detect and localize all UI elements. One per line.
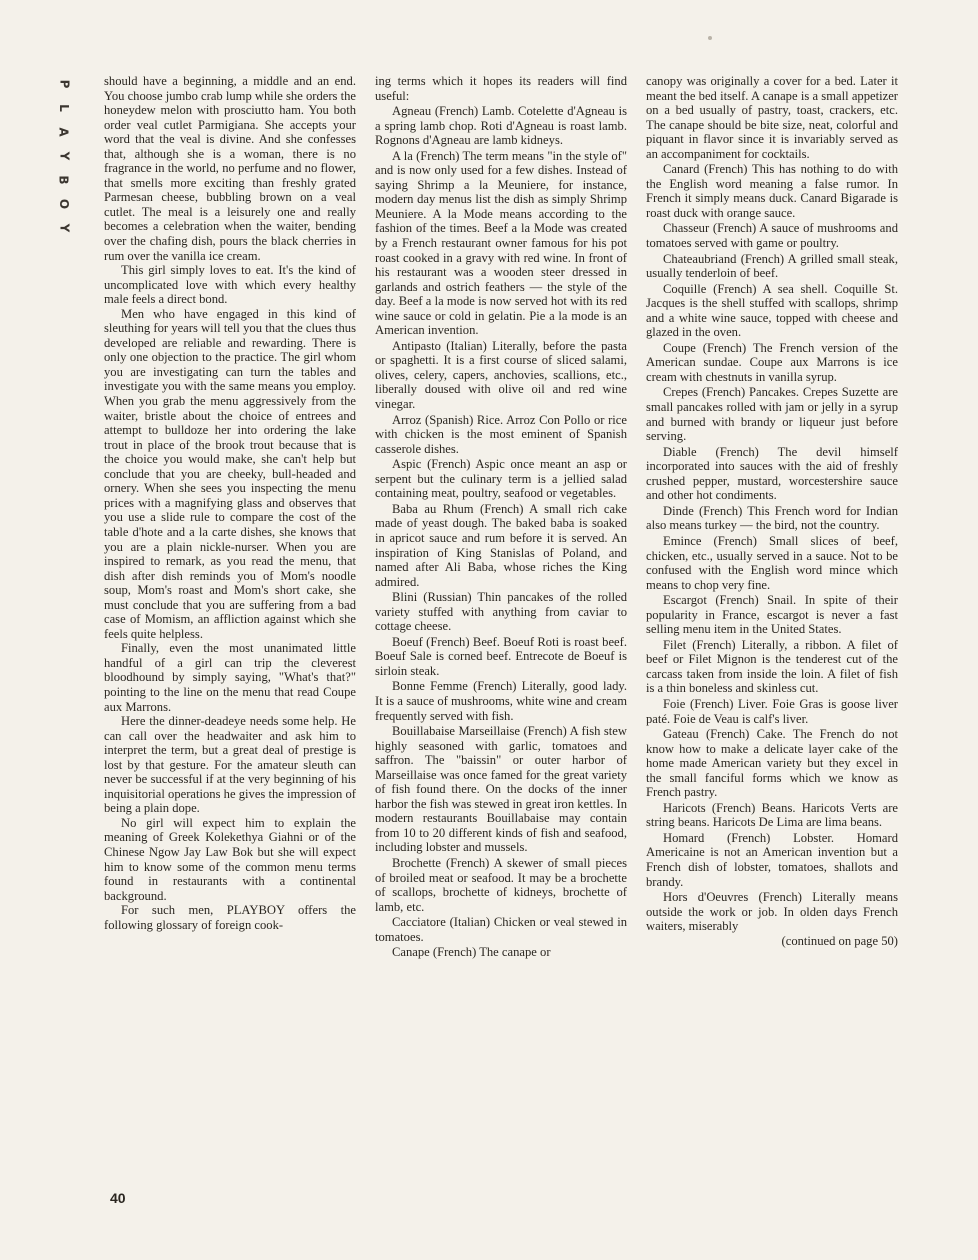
masthead-letter: L xyxy=(57,104,71,112)
glossary-entry: Dinde (French) This French word for Indian also means turkey — the bird, not the country. xyxy=(646,503,898,533)
print-dot xyxy=(708,36,712,40)
glossary-entry: Homard (French) Lobster. Homard Americaine is not an American invention but a French dish of lobster, tomatoes, shallots and brandy. xyxy=(646,830,898,889)
glossary-entry: Emince (French) Small slices of beef, chicken, etc., usually served in a sauce. Not to be confused with the English word mince which means to chop very fine. xyxy=(646,533,898,592)
glossary-entry: Bonne Femme (French) Literally, good lady. It is a sauce of mushrooms, white wine and cream frequently served with fish. xyxy=(375,679,627,723)
paragraph: canopy was originally a cover for a bed. Later it meant the bed itself. A canape is a small appetizer on a bed usually of pastry, toast, crackers, etc. The canape should be bite size, neat, colorful and piquant in flavor since it is invariably served as an accompaniment for cocktails. xyxy=(646,74,898,161)
glossary-entry: A la (French) The term means "in the style of" and is now only used for a few dishes. Instead of saying Shrimp a la Meuniere, for instance, modern day menus list the dish as simply Shrimp Meuniere. A la Mode means according to the fashion of the times. Beef a la Mode was created by a French restaurant owner famous for his pot roast cooked in a gravy with red wine. In front of his restaurant was a wooden steer dressed in garlands and ostrich feathers — the style of the day. Beef a la mode is now served hot with its red wine sauce or cold in gelatin. Pie a la mode is an American invention. xyxy=(375,148,627,338)
page-number: 40 xyxy=(110,1190,126,1206)
column-1 xyxy=(104,74,356,960)
masthead-letter: B xyxy=(57,175,71,185)
glossary-entry: Chateaubriand (French) A grilled small steak, usually tenderloin of beef. xyxy=(646,251,898,281)
glossary-entry: Coupe (French) The French version of the American sundae. Coupe aux Marrons is ice cream with chestnuts in vanilla syrup. xyxy=(646,340,898,384)
masthead-letter: P xyxy=(56,79,71,89)
glossary-entry: Canard (French) This has nothing to do with the English word meaning a false rumor. In French it simply means duck. Canard Bigarade is roast duck with orange sauce. xyxy=(646,162,898,220)
glossary-entry: Boeuf (French) Beef. Boeuf Roti is roast beef. Boeuf Sale is corned beef. Entrecote de Boeuf is sirloin steak. xyxy=(375,634,627,678)
glossary-entry: Baba au Rhum (French) A small rich cake made of yeast dough. The baked baba is soaked in apricot sauce and rum before it is served. An inspiration of King Stanislas of Poland, and named after Ali Baba, whose riches the King admired. xyxy=(375,501,627,589)
glossary-entry: Brochette (French) A skewer of small pieces of broiled meat or seafood. It may be a brochette of scallops, brochette of kidneys, brochette of lamb, etc. xyxy=(375,855,627,914)
paragraph: No girl will expect him to explain the meaning of Greek Kolekethya Giahni or of the Chinese Ngow Jay Law Bok but she will expect him to know some of the common menu terms found in restaurants with a continental background. xyxy=(104,815,356,903)
glossary-entry: Bouillabaise Marseillaise (French) A fish stew highly seasoned with garlic, tomatoes and saffron. The "baissin" or outer harbor of Marseillaise was once famed for the great variety of fish found there. On the docks of the inner harbor the fish was stewed in great iron kettles. In modern restaurants Bouillabaise may contain from 10 to 20 different kinds of fish and seafood, including lobster and mussels. xyxy=(375,724,627,855)
glossary-entry: Canape (French) The canape or xyxy=(392,945,551,960)
masthead-letter: O xyxy=(56,198,71,210)
paragraph: This girl simply loves to eat. It's the kind of uncomplicated love with which every healthy male feels a direct bond. xyxy=(104,263,356,307)
glossary-entry: Haricots (French) Beans. Haricots Verts are string beans. Haricots De Lima are lima beans. xyxy=(646,800,898,830)
column-2 xyxy=(375,74,627,960)
column-3 xyxy=(646,74,898,960)
glossary-entry: Cacciatore (Italian) Chicken or veal stewed in tomatoes. xyxy=(375,915,627,944)
glossary-entry: Diable (French) The devil himself incorporated into sauces with the aid of freshly crushed pepper, mustard, worcestershire sauce and other hot condiments. xyxy=(646,444,898,503)
glossary-entry: Foie (French) Liver. Foie Gras is goose liver paté. Foie de Veau is calf's liver. xyxy=(646,696,898,726)
paragraph: For such men, PLAYBOY offers the following glossary of foreign cook- xyxy=(104,903,356,932)
glossary-entry: Gateau (French) Cake. The French do not know how to make a delicate layer cake of the home made American variety but they excel in the small fanciful forms which we know as French pastry. xyxy=(646,727,898,800)
glossary-entry: Crepes (French) Pancakes. Crepes Suzette are small pancakes rolled with jam or jelly in a syrup and burned with brandy or liqueur just before serving. xyxy=(646,385,898,444)
continued-line: (continued on page 50) xyxy=(781,933,898,948)
paragraph: ing terms which it hopes its readers will find useful: xyxy=(375,74,627,103)
glossary-entry: Antipasto (Italian) Literally, before the pasta or spaghetti. It is a first course of sliced salami, olives, celery, capers, anchovies, scallions, etc., liberally doused with olive oil and red wine vinegar. xyxy=(375,338,627,412)
glossary-entry: Coquille (French) A sea shell. Coquille St. Jacques is the shell stuffed with scallops, shrimp and a white wine sauce, topped with cheese and glazed in the oven. xyxy=(646,281,898,340)
glossary-entry: Blini (Russian) Thin pancakes of the rolled variety stuffed with anything from caviar to cottage cheese. xyxy=(375,590,627,634)
paragraph: Finally, even the most unanimated little handful of a girl can trip the cleverest bloodhound by simply saying, "What's that?" pointing to the line on the menu that read Coupe aux Marrons. xyxy=(104,641,356,714)
paragraph: Men who have engaged in this kind of sleuthing for years will tell you that the clues thus developed are reliable and rewarding. There is only one objection to the practice. The girl whom you are investigating can turn the tables and investigate you with the same means you employ. When you grab the menu aggressively from the waiter, bristle about the choice of entrees and attempt to bulldoze her into ordering the lake trout in place of the brook trout because that is the choice you would make, she can't help but conclude that you are cheeky, bull-headed and ornery. When she sees you inspecting the menu prices with a magnifying glass and observes that you use a slide rule to compare the cost of the table d'hote and a la carte dishes, she knows that you are a plain nickle-nurser. When you are inspired to remark, as you read the menu, that dish after dish reminds you of Mom's noodle soup, Mom's roast and Mom's short cake, she must conclude that you are suffering from a bad case of Momism, an affliction against which she feels quite helpless. xyxy=(104,306,356,641)
glossary-entry: Aspic (French) Aspic once meant an asp or serpent but the culinary term is a jellied salad containing meat, poultry, seafood or vegetables. xyxy=(375,457,627,501)
paragraph: Here the dinner-deadeye needs some help. He can call over the headwaiter and ask him to interpret the term, but a great deal of prestige is lost by that gesture. For the amateur sleuth can never be successful if at the very beginning of his inquisitorial operations he gives the impression of being a plain dope. xyxy=(104,714,356,816)
masthead-letter: Y xyxy=(56,223,71,233)
magazine-side-masthead xyxy=(48,72,80,240)
glossary-entry: Hors d'Oeuvres (French) Literally means outside the work or job. In olden days French waiters, miserably xyxy=(646,890,898,934)
masthead-letter: Y xyxy=(56,151,71,161)
paragraph: should have a beginning, a middle and an end. You choose jumbo crab lump while she orders the honeydew melon with prosciutto ham. You both order veal cutlet Parmigiana. She accepts your word that the veal is divine. And she confesses that, although she is a woman, there is no fragrance in the world, no perfume and no flower, that smells more exciting than freshly grated Parmesan cheese, bubbling brown on a veal cutlet. The meal is a leisurely one and really becomes a celebration when the waiter, bending over the chafing dish, pours the black cherries in rum over the vanilla ice cream. xyxy=(104,74,356,263)
glossary-entry: Arroz (Spanish) Rice. Arroz Con Pollo or rice with chicken is the most eminent of Spanish casserole dishes. xyxy=(375,412,627,456)
glossary-entry: Escargot (French) Snail. In spite of their popularity in France, escargot is never a fast selling menu item in the United States. xyxy=(646,593,898,637)
glossary-entry: Agneau (French) Lamb. Cotelette d'Agneau is a spring lamb chop. Roti d'Agneau is roast lamb. Rognons d'Agneau are lamb kidneys. xyxy=(375,104,627,148)
glossary-entry: Filet (French) Literally, a ribbon. A filet of beef or Filet Mignon is the tenderest cut of the carcass taken from inside the loin. A filet of fish is a thin boneless and skinless cut. xyxy=(646,637,898,696)
masthead-letter: A xyxy=(56,127,71,137)
article-columns xyxy=(104,74,898,960)
glossary-entry: Chasseur (French) A sauce of mushrooms and tomatoes served with game or poultry. xyxy=(646,221,898,251)
